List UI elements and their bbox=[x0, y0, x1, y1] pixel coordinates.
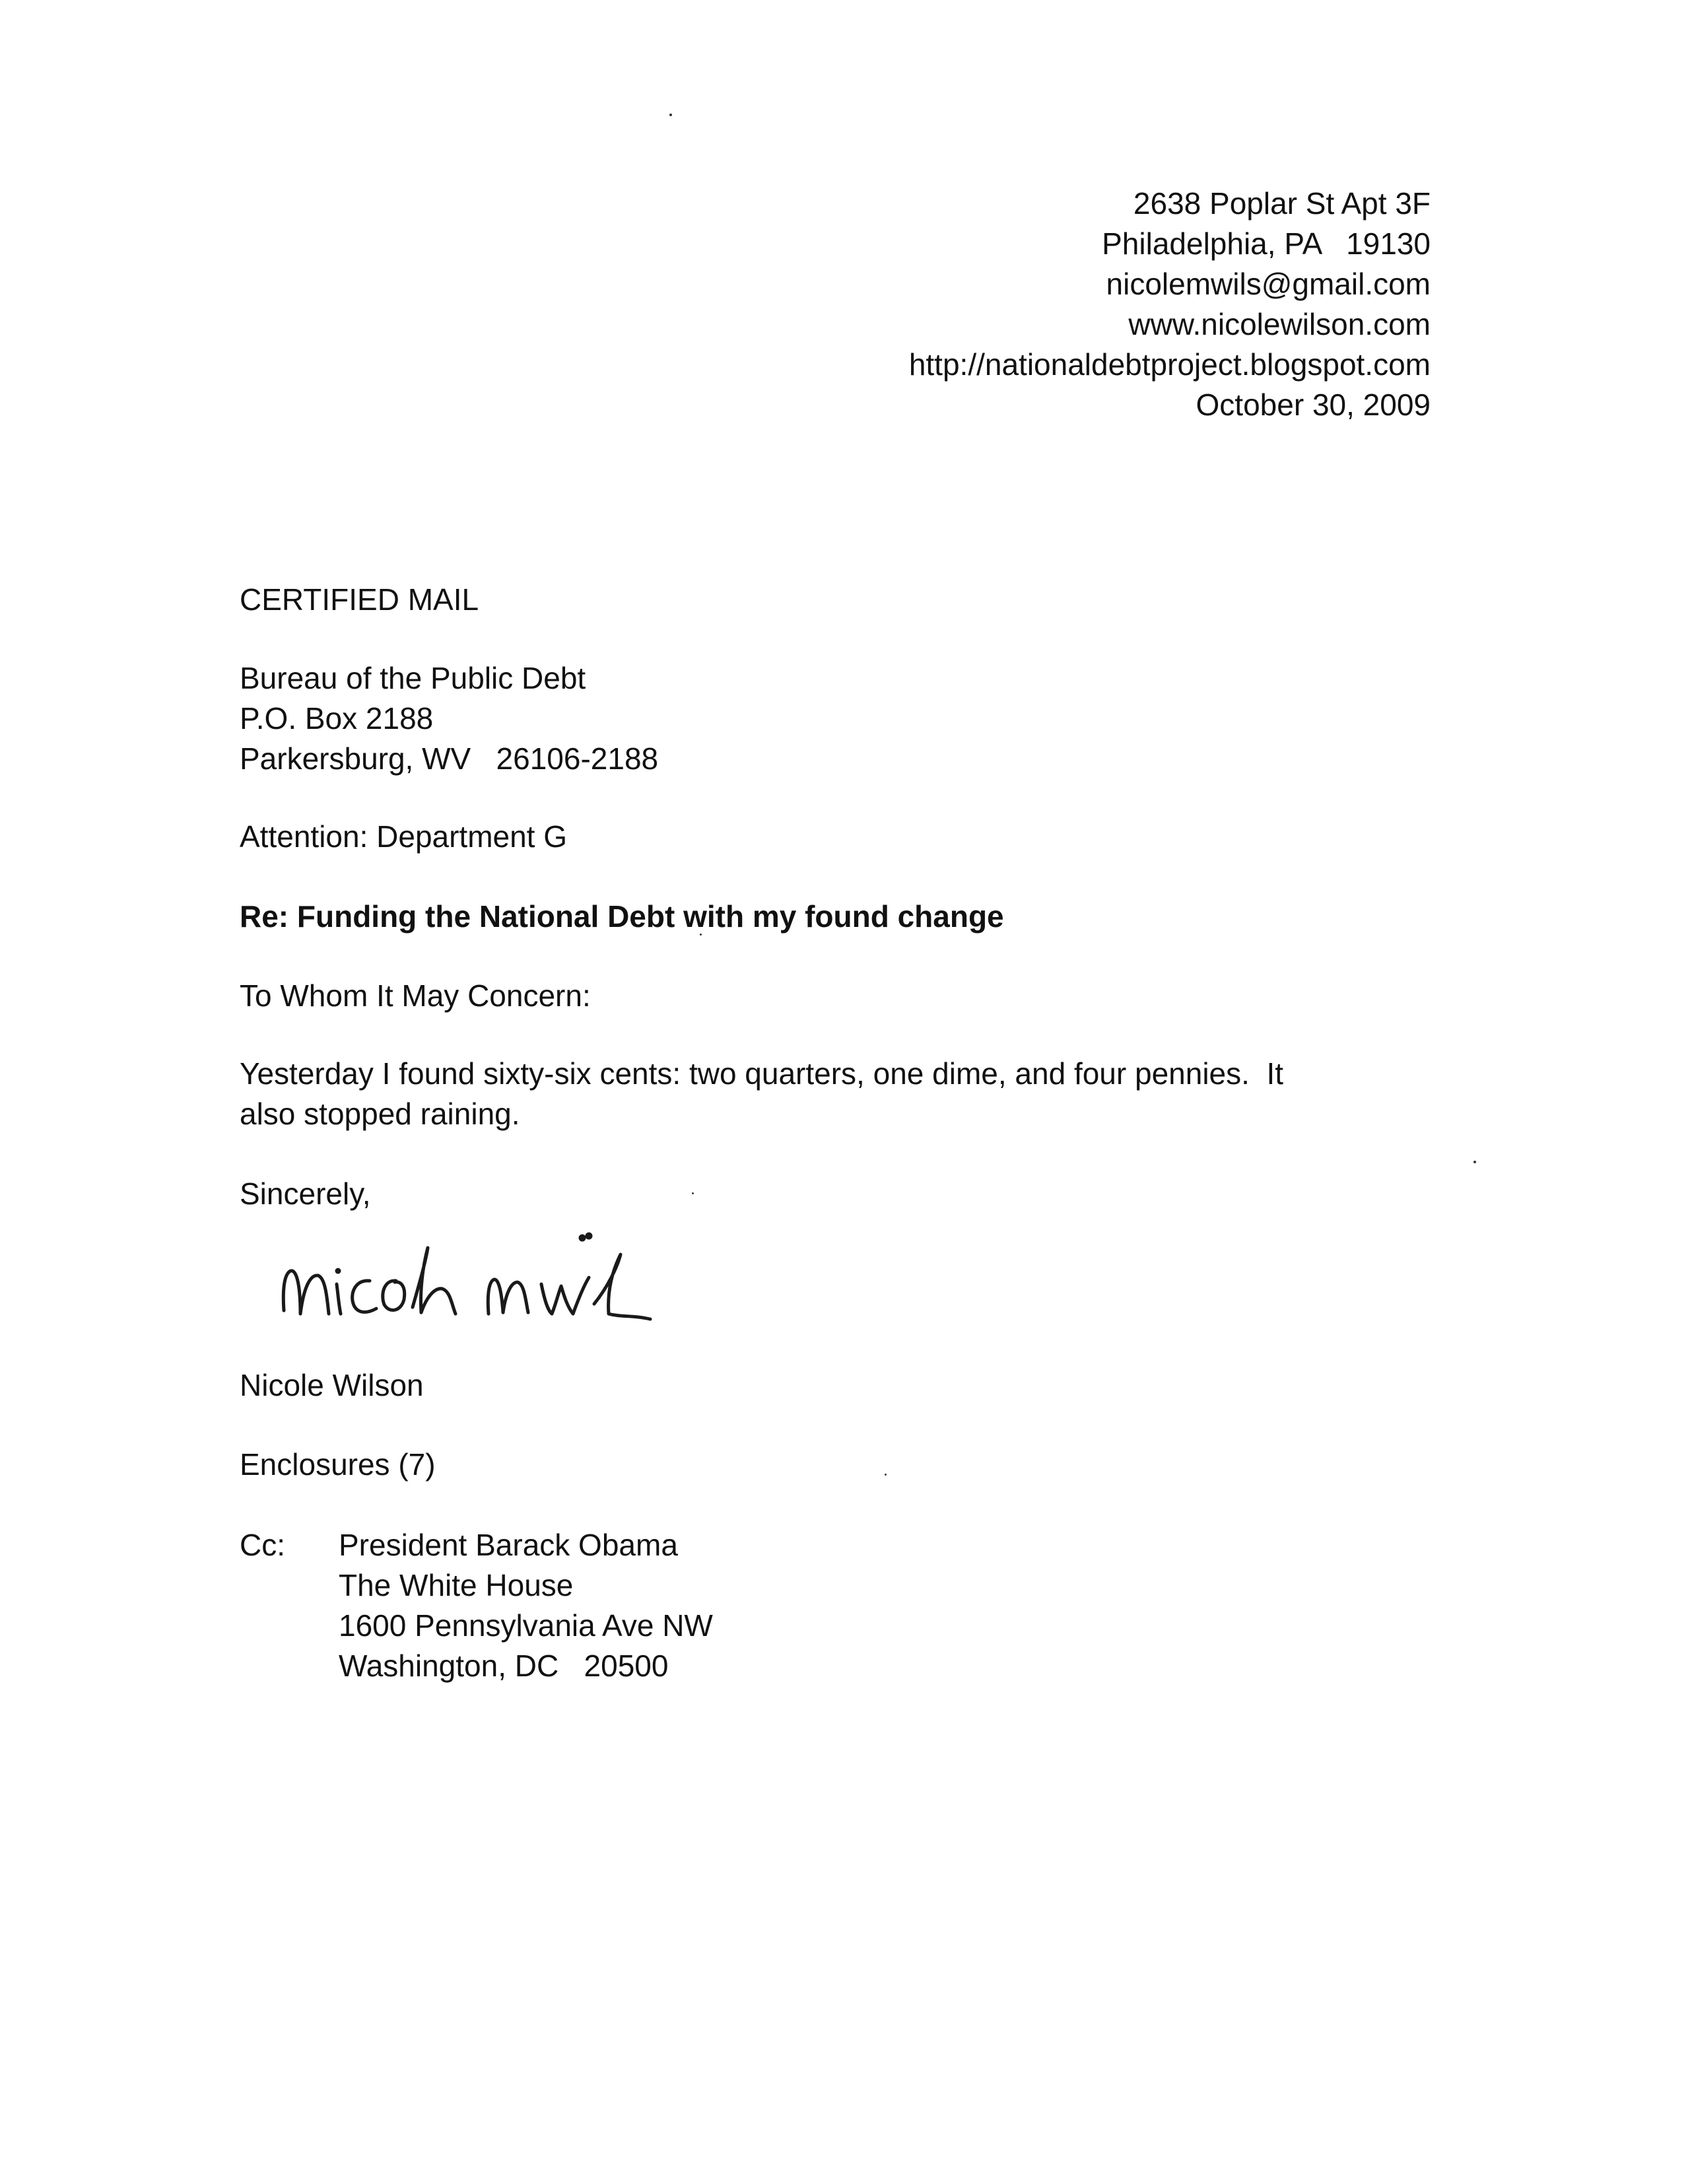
attention-line: Attention: Department G bbox=[240, 819, 568, 854]
letter-date: October 30, 2009 bbox=[1196, 388, 1431, 422]
scan-speck bbox=[692, 1192, 694, 1194]
body-line-2: also stopped raining. bbox=[240, 1097, 520, 1131]
enclosures-line: Enclosures (7) bbox=[240, 1447, 436, 1482]
sender-blog: http://nationaldebtproject.blogspot.com bbox=[908, 347, 1431, 382]
recipient-address-block bbox=[240, 658, 658, 779]
delivery-method: CERTIFIED MAIL bbox=[240, 582, 479, 617]
sender-website: www.nicolewilson.com bbox=[1128, 307, 1431, 341]
handwritten-signature bbox=[264, 1221, 792, 1353]
cc-recipient-street: 1600 Pennsylvania Ave NW bbox=[339, 1608, 713, 1643]
sender-address-block bbox=[909, 184, 1431, 425]
sender-street: 2638 Poplar St Apt 3F bbox=[1133, 186, 1431, 221]
recipient-city: Parkersburg, WV 26106-2188 bbox=[240, 741, 659, 776]
cc-address bbox=[339, 1525, 713, 1686]
signer-name: Nicole Wilson bbox=[240, 1368, 424, 1402]
scan-speck bbox=[1473, 1161, 1476, 1163]
subject-line: Re: Funding the National Debt with my found change bbox=[240, 899, 1004, 934]
scan-speck bbox=[700, 934, 702, 936]
scan-speck bbox=[669, 114, 672, 116]
recipient-name: Bureau of the Public Debt bbox=[240, 661, 586, 695]
recipient-po-box: P.O. Box 2188 bbox=[240, 701, 434, 735]
body-line-1: Yesterday I found sixty-six cents: two quarters, one dime, and four pennies. It bbox=[240, 1056, 1284, 1091]
sender-city: Philadelphia, PA 19130 bbox=[1102, 226, 1431, 261]
sender-email: nicolemwils@gmail.com bbox=[1106, 267, 1431, 301]
cc-recipient-name: President Barack Obama bbox=[339, 1528, 678, 1562]
salutation: To Whom It May Concern: bbox=[240, 978, 591, 1013]
letter-body bbox=[240, 1054, 1283, 1134]
cc-recipient-org: The White House bbox=[339, 1568, 574, 1602]
cc-recipient-city: Washington, DC 20500 bbox=[339, 1649, 669, 1683]
cc-label: Cc: bbox=[240, 1528, 285, 1562]
closing: Sincerely, bbox=[240, 1177, 371, 1211]
scan-speck bbox=[885, 1474, 887, 1476]
